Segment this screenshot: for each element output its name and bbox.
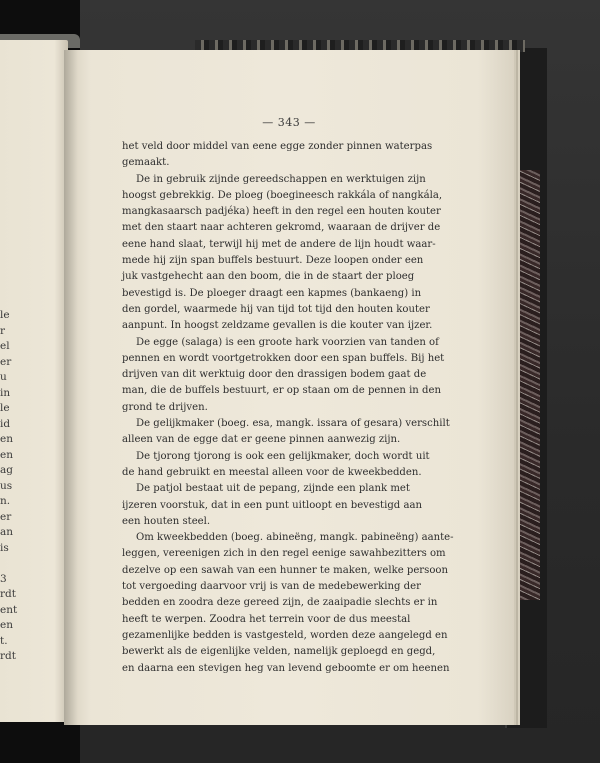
text-line: alleen van de egge dat er geene pinnen aanwezig zijn. (122, 434, 401, 446)
marbled-cover-edge (518, 170, 540, 600)
text-line: hoogst gebrekkig. De ploeg (boegineesch rakkála of nangkála, (122, 189, 443, 201)
text-line: pennen en wordt voortgetrokken door een span buffels. Bij het (122, 352, 445, 364)
text-line: aanpunt. In hoogst zeldzame gevallen is die kouter van ijzer. (122, 320, 433, 332)
text-line: grond te drijven. (122, 401, 208, 413)
text-line: met den staart naar achteren gekromd, waaraan de drijver de (122, 222, 441, 234)
left-page-fragment: in (0, 386, 11, 399)
left-page-fragment: rdt (0, 650, 16, 662)
text-line: een houten steel. (122, 515, 211, 527)
left-page-fragment: er (0, 510, 12, 523)
text-line: eene hand slaat, terwijl hij met de andere de lijn houdt waar- (122, 238, 436, 250)
text-line: het veld door middel van eene egge zonder pinnen waterpas (122, 141, 433, 152)
left-page-fragment: rdt (0, 588, 16, 600)
text-line: gezamenlijke bedden is vastgesteld, worden deze aangelegd en (122, 629, 448, 641)
text-line: en daarna een stevigen heg van levend geboomte er om heenen (122, 662, 450, 674)
left-page-fragment: le (0, 402, 10, 414)
left-page-fragment: el (0, 340, 10, 352)
text-line: bewerkt als de eigenlijke velden, namelijk geploegd en gegd, (122, 646, 436, 658)
left-page-fragment: 3 (0, 572, 7, 585)
left-page-fragment: t. (0, 634, 8, 647)
left-page-fragment: r (0, 324, 6, 337)
left-page (0, 40, 68, 722)
text-line: tot vergoeding daarvoor vrij is van de medebewerking der (122, 581, 421, 593)
page-body-text (122, 139, 454, 677)
gutter-shadow (64, 50, 78, 725)
text-line: dezelve op een sawah van een hunner te maken, welke persoon (122, 564, 448, 576)
text-line: de hand gebruikt en meestal alleen voor de kweekbedden. (122, 466, 422, 478)
text-line: De in gebruik zijnde gereedschappen en werktuigen zijn (136, 173, 426, 185)
text-line: De patjol bestaat uit de pepang, zijnde een plank met (136, 483, 410, 495)
left-page-text-fragments (0, 308, 18, 665)
text-line: De egge (salaga) is een groote hark voorzien van tanden of (136, 336, 439, 348)
left-page-fragment: le (0, 309, 10, 321)
text-line: De gelijkmaker (boeg. esa, mangk. issara of gesara) verschilt (136, 418, 450, 430)
text-line: gemaakt. (122, 157, 170, 169)
left-page-fragment: en (0, 448, 13, 461)
left-page-fragment: ag (0, 464, 13, 476)
left-page-fragment (0, 556, 14, 572)
left-page-fragment: en (0, 433, 13, 445)
left-page-fragment: n. (0, 495, 11, 507)
left-page-fragment: id (0, 417, 11, 430)
left-page-fragment: en (0, 619, 13, 631)
left-page-fragment: is (0, 541, 9, 554)
text-line: De tjorong tjorong is ook een gelijkmaker, doch wordt uit (136, 450, 430, 462)
left-page-fragment: an (0, 526, 14, 538)
page-number: — 343 — (262, 116, 316, 129)
text-line: mangkasaarsch padjéka) heeft in den regel een houten kouter (122, 206, 441, 218)
text-line: bedden en zoodra deze gereed zijn, de zaaipadie slechts er in (122, 597, 438, 609)
text-line: drijven van dit werktuig door den drassigen bodem gaat de (122, 369, 427, 381)
left-page-fragment: us (0, 479, 13, 492)
text-line: bevestigd is. De ploeger draagt een kapmes (bankaeng) in (122, 287, 422, 299)
text-line: Om kweekbedden (boeg. abineëng, mangk. pabineëng) aante- (136, 532, 454, 544)
text-line: leggen, vereenigen zich in den regel eenige sawahbezitters om (122, 548, 446, 560)
text-line: mede hij zijn span buffels bestuurt. Deze loopen onder een (122, 255, 424, 267)
text-line: man, die de buffels bestuurt, er op staan om de pennen in den (122, 385, 441, 397)
left-page-fragment: u (0, 371, 7, 383)
text-line: heeft te werpen. Zoodra het terrein voor de dus meestal (122, 613, 411, 625)
left-page-fragment: ent (0, 603, 18, 616)
text-line: den gordel, waarmede hij van tijd tot tijd den houten kouter (122, 303, 430, 315)
text-line: ijzeren voorstuk, dat in een punt uitloopt en bevestigd aan (122, 499, 422, 511)
text-line: juk vastgehecht aan den boom, die in de staart der ploeg (122, 271, 415, 283)
left-page-fragment: er (0, 355, 12, 368)
